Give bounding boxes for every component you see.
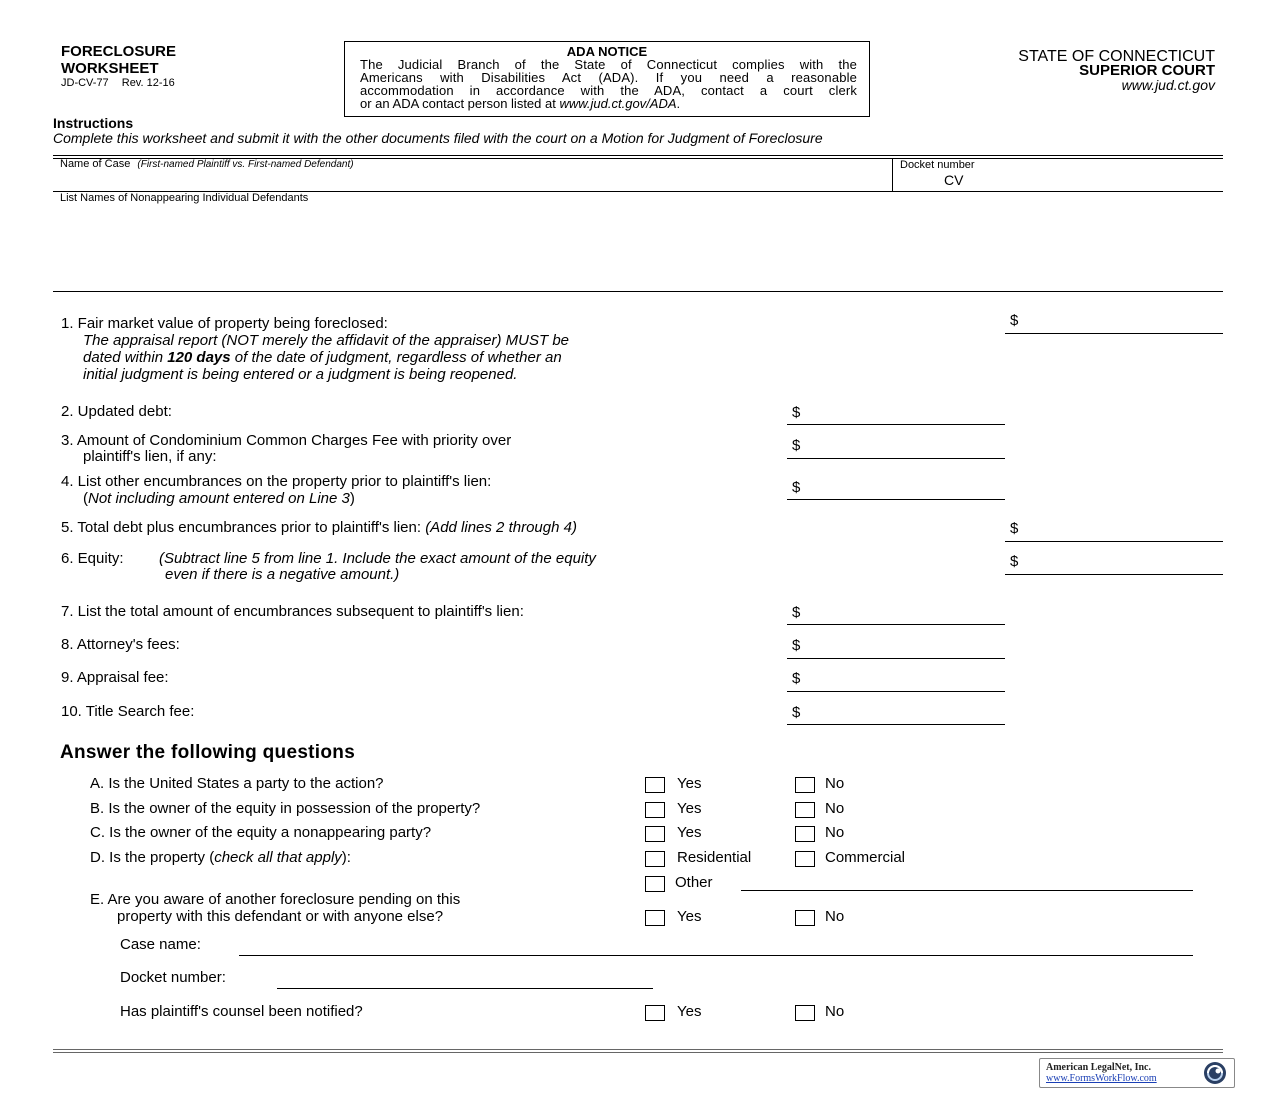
counsel-yes-label: Yes	[677, 1003, 702, 1020]
questions-heading: Answer the following questions	[60, 742, 356, 763]
line-5-note: (Add lines 2 through 4)	[425, 519, 577, 536]
question-c-yes-checkbox[interactable]	[645, 826, 665, 842]
case-name-label-text: Name of Case	[60, 158, 131, 170]
question-d-other-field[interactable]	[741, 890, 1193, 891]
line-2-dollar: $	[792, 404, 801, 421]
question-d-commercial-label: Commercial	[825, 849, 906, 866]
question-d-pre: D. Is the property (	[90, 849, 215, 866]
line-4-note: Not including amount entered on Line 3	[88, 490, 350, 507]
ada-line-1: The Judicial Branch of the State of Connecticut complies with the	[360, 57, 857, 72]
line-6-label: 6. Equity:	[61, 550, 124, 567]
line-4-label-a: 4. List other encumbrances on the property prior to plaintiff's lien:	[61, 473, 492, 490]
question-e-yes-label: Yes	[677, 908, 702, 925]
line-1-note-a: The appraisal report (NOT merely the affidavit of the appraiser) MUST be	[83, 332, 570, 349]
line-9-amount-field[interactable]	[787, 691, 1005, 692]
question-a-yes-label: Yes	[677, 775, 702, 792]
question-d	[90, 850, 351, 866]
question-b-no-label: No	[825, 800, 845, 817]
line-4-amount-field[interactable]	[787, 499, 1005, 500]
line-9-dollar: $	[792, 670, 801, 687]
line-1-note-b-bold: 120 days	[167, 349, 231, 366]
line-7-amount-field[interactable]	[787, 624, 1005, 625]
line-6-dollar: $	[1010, 553, 1019, 570]
question-d-post: ):	[341, 849, 351, 866]
counsel-yes-checkbox[interactable]	[645, 1005, 665, 1021]
line-9-label: 9. Appraisal fee:	[61, 669, 169, 686]
line-4-close-paren: )	[349, 490, 355, 507]
case-name-hint: (First-named Plaintiff vs. First-named Defendant)	[137, 159, 354, 170]
state-name: STATE OF CONNECTICUT	[1018, 48, 1215, 65]
instructions-heading: Instructions	[53, 115, 134, 131]
court-header	[1018, 49, 1215, 92]
line-1-note-b-pre: dated within	[83, 349, 168, 366]
line-5-dollar: $	[1010, 520, 1019, 537]
question-a-yes-checkbox[interactable]	[645, 777, 665, 793]
question-a-no-checkbox[interactable]	[795, 777, 815, 793]
question-d-commercial-checkbox[interactable]	[795, 851, 815, 867]
question-e-yes-checkbox[interactable]	[645, 910, 665, 926]
line-2-amount-field[interactable]	[787, 424, 1005, 425]
form-revision: Rev. 12-16	[121, 77, 175, 89]
question-d-other-label: Other	[675, 874, 713, 891]
line-1-note-b-post: of the date of judgment, regardless of whether an	[230, 349, 562, 366]
ada-notice	[344, 41, 870, 117]
ada-line-4-text: or an ADA contact person listed at	[360, 96, 556, 111]
line-2-label: 2. Updated debt:	[61, 403, 172, 420]
docket-number-label: Docket number	[900, 159, 975, 171]
question-d-hint: check all that apply	[214, 849, 342, 866]
line-1-dollar: $	[1010, 312, 1019, 329]
defendants-label: List Names of Nonappearing Individual Defendants	[60, 192, 309, 204]
form-title-line2: WORKSHEET	[61, 60, 159, 77]
question-c-no-label: No	[825, 824, 845, 841]
line-4-open-paren: (	[83, 490, 88, 507]
line-5-label	[61, 520, 577, 536]
question-d-other-checkbox[interactable]	[645, 876, 665, 892]
case-table-divider	[892, 158, 893, 191]
ada-line-3: accommodation in accordance with the ADA, contact a court clerk	[360, 83, 857, 98]
ada-line-2: Americans with Disabilities Act (ADA). If you need a reasonable	[360, 70, 857, 85]
footer-rule	[53, 1049, 1223, 1053]
line-6-note-a: (Subtract line 5 from line 1. Include the exact amount of the equity	[159, 550, 596, 567]
docket-number-field[interactable]	[277, 988, 653, 989]
question-b-no-checkbox[interactable]	[795, 802, 815, 818]
globe-icon	[1198, 1060, 1232, 1086]
line-1-amount-field[interactable]	[1005, 333, 1223, 334]
counsel-no-label: No	[825, 1003, 845, 1020]
form-title-line1: FORECLOSURE	[61, 43, 177, 60]
line-10-amount-field[interactable]	[787, 724, 1005, 725]
footer-badge[interactable]	[1039, 1058, 1235, 1088]
counsel-question: Has plaintiff's counsel been notified?	[120, 1003, 363, 1020]
line-3-label-b: plaintiff's lien, if any:	[83, 448, 217, 465]
ada-body	[345, 58, 869, 97]
line-8-dollar: $	[792, 637, 801, 654]
line-1-note-c: initial judgment is being entered or a judgment is being reopened.	[83, 366, 518, 383]
case-name-label	[60, 158, 354, 171]
counsel-no-checkbox[interactable]	[795, 1005, 815, 1021]
question-e-b: property with this defendant or with anyone else?	[117, 908, 444, 925]
ada-title: ADA NOTICE	[566, 44, 648, 59]
line-1-label: 1. Fair market value of property being foreclosed:	[61, 315, 388, 332]
line-7-label: 7. List the total amount of encumbrances subsequent to plaintiff's lien:	[61, 603, 524, 620]
question-a: A. Is the United States a party to the action?	[90, 775, 384, 792]
question-b-yes-label: Yes	[677, 800, 702, 817]
case-table-bottom-rule	[53, 291, 1223, 292]
question-e-no-checkbox[interactable]	[795, 910, 815, 926]
question-c-yes-label: Yes	[677, 824, 702, 841]
line-3-amount-field[interactable]	[787, 458, 1005, 459]
case-name-label-e: Case name:	[120, 936, 201, 953]
line-7-dollar: $	[792, 604, 801, 621]
form-number-block	[61, 77, 175, 89]
line-3-label-a: 3. Amount of Condominium Common Charges Fee with priority over	[61, 432, 512, 449]
line-5-amount-field[interactable]	[1005, 541, 1223, 542]
line-6-note-b: even if there is a negative amount.)	[165, 566, 400, 583]
ada-line-4: or an ADA contact person listed at www.jud.ct.gov/ADA.	[360, 96, 681, 111]
docket-number-label-e: Docket number:	[120, 969, 226, 986]
ada-link[interactable]: www.jud.ct.gov/ADA	[559, 96, 677, 111]
question-c-no-checkbox[interactable]	[795, 826, 815, 842]
question-c: C. Is the owner of the equity a nonappearing party?	[90, 824, 432, 841]
question-b: B. Is the owner of the equity in possession of the property?	[90, 800, 481, 817]
question-e-no-label: No	[825, 908, 845, 925]
form-title	[61, 43, 176, 77]
line-10-label: 10. Title Search fee:	[61, 703, 195, 720]
line-6-amount-field[interactable]	[1005, 574, 1223, 575]
form-number: JD-CV-77	[61, 77, 109, 89]
line-4-dollar: $	[792, 479, 801, 496]
question-d-residential-checkbox[interactable]	[645, 851, 665, 867]
question-b-yes-checkbox[interactable]	[645, 802, 665, 818]
court-website[interactable]: www.jud.ct.gov	[1121, 77, 1215, 93]
question-e-a: E. Are you aware of another foreclosure pending on this	[90, 891, 461, 908]
docket-prefix: CV	[944, 172, 964, 188]
line-1-note-b	[83, 350, 562, 366]
line-10-dollar: $	[792, 704, 801, 721]
line-8-amount-field[interactable]	[787, 658, 1005, 659]
instructions-text: Complete this worksheet and submit it with the other documents filed with the court on a Motion for Judgment of Foreclosure	[53, 130, 823, 146]
line-5-text: 5. Total debt plus encumbrances prior to plaintiff's lien:	[61, 519, 422, 536]
footer-company: American LegalNet, Inc.	[1046, 1062, 1151, 1073]
footer-url[interactable]: www.FormsWorkFlow.com	[1046, 1073, 1157, 1084]
question-d-residential-label: Residential	[677, 849, 752, 866]
court-name: SUPERIOR COURT	[1079, 62, 1215, 79]
line-8-label: 8. Attorney's fees:	[61, 636, 180, 653]
line-3-dollar: $	[792, 437, 801, 454]
case-name-field[interactable]	[239, 955, 1193, 956]
line-4-label-b	[83, 491, 355, 507]
question-a-no-label: No	[825, 775, 845, 792]
